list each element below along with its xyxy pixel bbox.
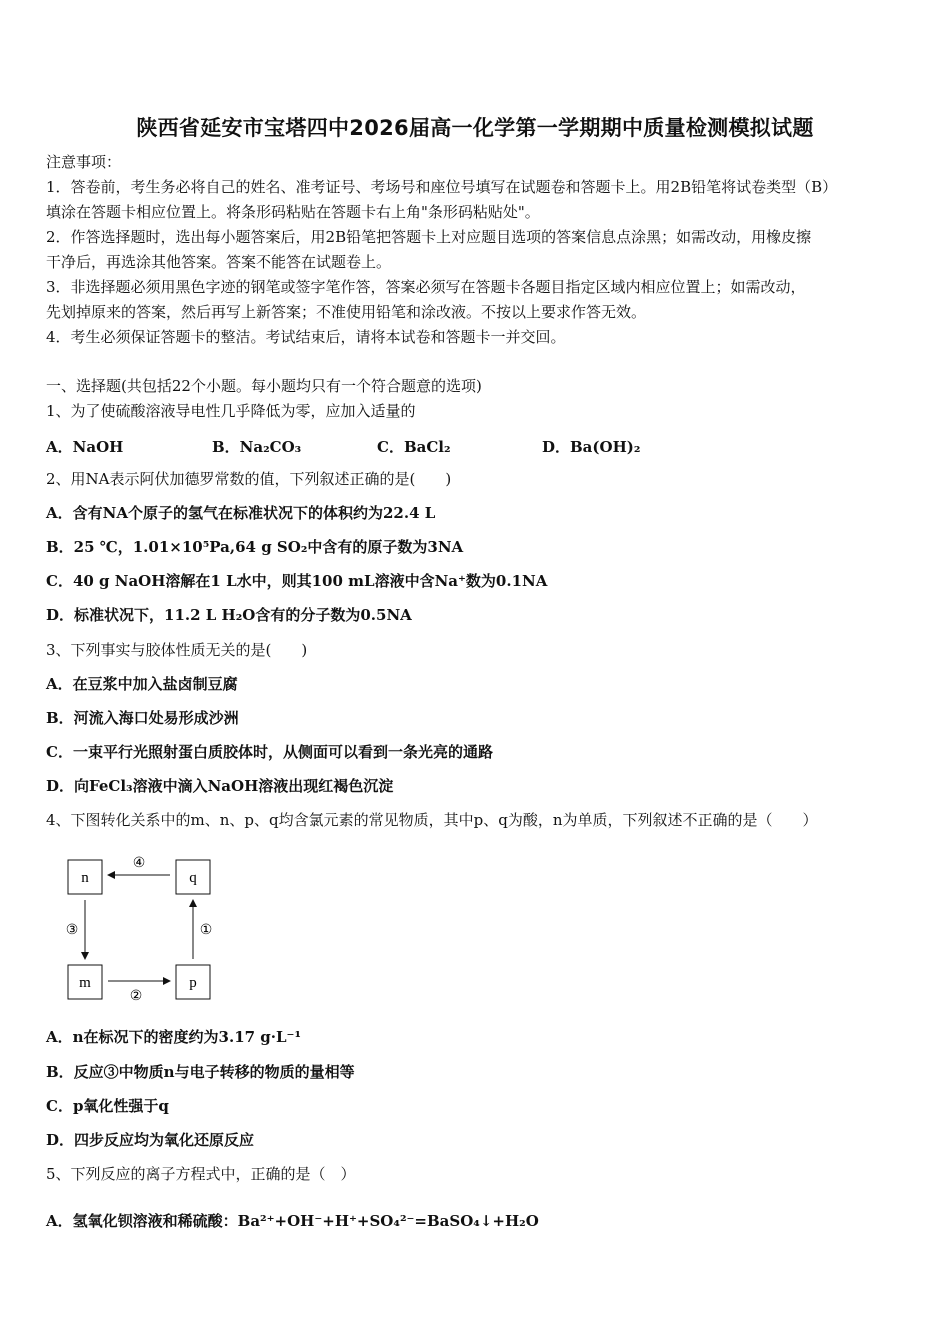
notice-line-4: 干净后，再选涂其他答案。答案不能答在试题卷上。 [46,253,392,271]
q4-stem: 4、下图转化关系中的m、n、p、q均含氯元素的常见物质，其中p、q为酸，n为单质，下列叙述不正确的是（ ） [46,811,818,829]
q1-stem: 1、为了使硫酸溶液导电性几乎降低为零，应加入适量的 [46,402,416,420]
notice-line-5: 3．非选择题必须用黑色字迹的钢笔或签字笔作答，答案必须写在答题卡各题目指定区域内相应位置上；如需改动， [46,278,806,296]
q1-option-b: B．Na₂CO₃ [212,438,302,456]
arrow-label-3: ③ [65,922,79,938]
arrow-label-1: ① [199,922,213,938]
q4-option-b: B．反应③中物质n与电子转移的物质的量相等 [46,1063,355,1081]
q3-option-c: C．一束平行光照射蛋白质胶体时，从侧面可以看到一条光亮的通路 [46,743,493,761]
node-m-label: m [79,975,91,991]
q1-option-a: A．NaOH [46,438,124,456]
q3-option-a: A．在豆浆中加入盐卤制豆腐 [46,675,238,693]
notice-line-1: 1．答卷前，考生务必将自己的姓名、准考证号、考场号和座位号填写在试题卷和答题卡上。用2B铅笔将试卷类型（B） [46,178,838,196]
q2-option-d: D．标准状况下，11.2 L H₂O含有的分子数为0.5NA [46,606,412,624]
q2-option-c: C．40 g NaOH溶解在1 L水中，则其100 mL溶液中含Na⁺数为0.1NA [46,572,548,590]
notice-heading: 注意事项： [46,153,122,171]
q1-option-d: D．Ba(OH)₂ [542,438,641,456]
q2-stem: 2、用NA表示阿伏加德罗常数的值，下列叙述正确的是( ) [46,470,452,488]
arrow-label-4: ④ [132,855,146,871]
q4-option-c: C．p氧化性强于q [46,1097,169,1115]
node-q-label: q [189,870,197,886]
notice-line-7: 4．考生必须保证答题卡的整洁。考试结束后，请将本试卷和答题卡一并交回。 [46,328,566,346]
q4-option-a: A．n在标况下的密度约为3.17 g·L⁻¹ [46,1028,302,1046]
q2-option-a: A．含有NA个原子的氢气在标准状况下的体积约为22.4 L [46,504,436,522]
notice-line-2: 填涂在答题卡相应位置上。将条形码粘贴在答题卡右上角"条形码粘贴处"。 [46,203,540,221]
node-p-label: p [189,975,197,991]
exam-title: 陕西省延安市宝塔四中2026届高一化学第一学期期中质量检测模拟试题 [136,116,814,140]
node-n-label: n [81,870,89,886]
q4-option-d: D．四步反应均为氧化还原反应 [46,1131,255,1149]
q3-option-b: B．河流入海口处易形成沙洲 [46,709,239,727]
q3-stem: 3、下列事实与胶体性质无关的是( ) [46,641,308,659]
q2-option-b: B．25 ℃，1.01×10⁵Pa,64 g SO₂中含有的原子数为3NA [46,538,464,556]
q1-option-c: C．BaCl₂ [377,438,451,456]
notice-line-3: 2．作答选择题时，选出每小题答案后，用2B铅笔把答题卡上对应题目选项的答案信息点涂黑；如需改动，用橡皮擦 [46,228,812,246]
section-heading: 一、选择题(共包括22个小题。每小题均只有一个符合题意的选项) [46,377,482,395]
notice-line-6: 先划掉原来的答案，然后再写上新答案；不准使用铅笔和涂改液。不按以上要求作答无效。 [46,303,647,321]
arrow-label-2: ② [129,988,143,1004]
q3-option-d: D．向FeCl₃溶液中滴入NaOH溶液出现红褐色沉淀 [46,777,394,795]
q4-conversion-diagram [50,845,230,1015]
q5-option-a: A．氢氧化钡溶液和稀硫酸：Ba²⁺+OH⁻+H⁺+SO₄²⁻=BaSO₄↓+H₂O [46,1212,539,1230]
q5-stem: 5、下列反应的离子方程式中，正确的是（ ） [46,1165,356,1183]
